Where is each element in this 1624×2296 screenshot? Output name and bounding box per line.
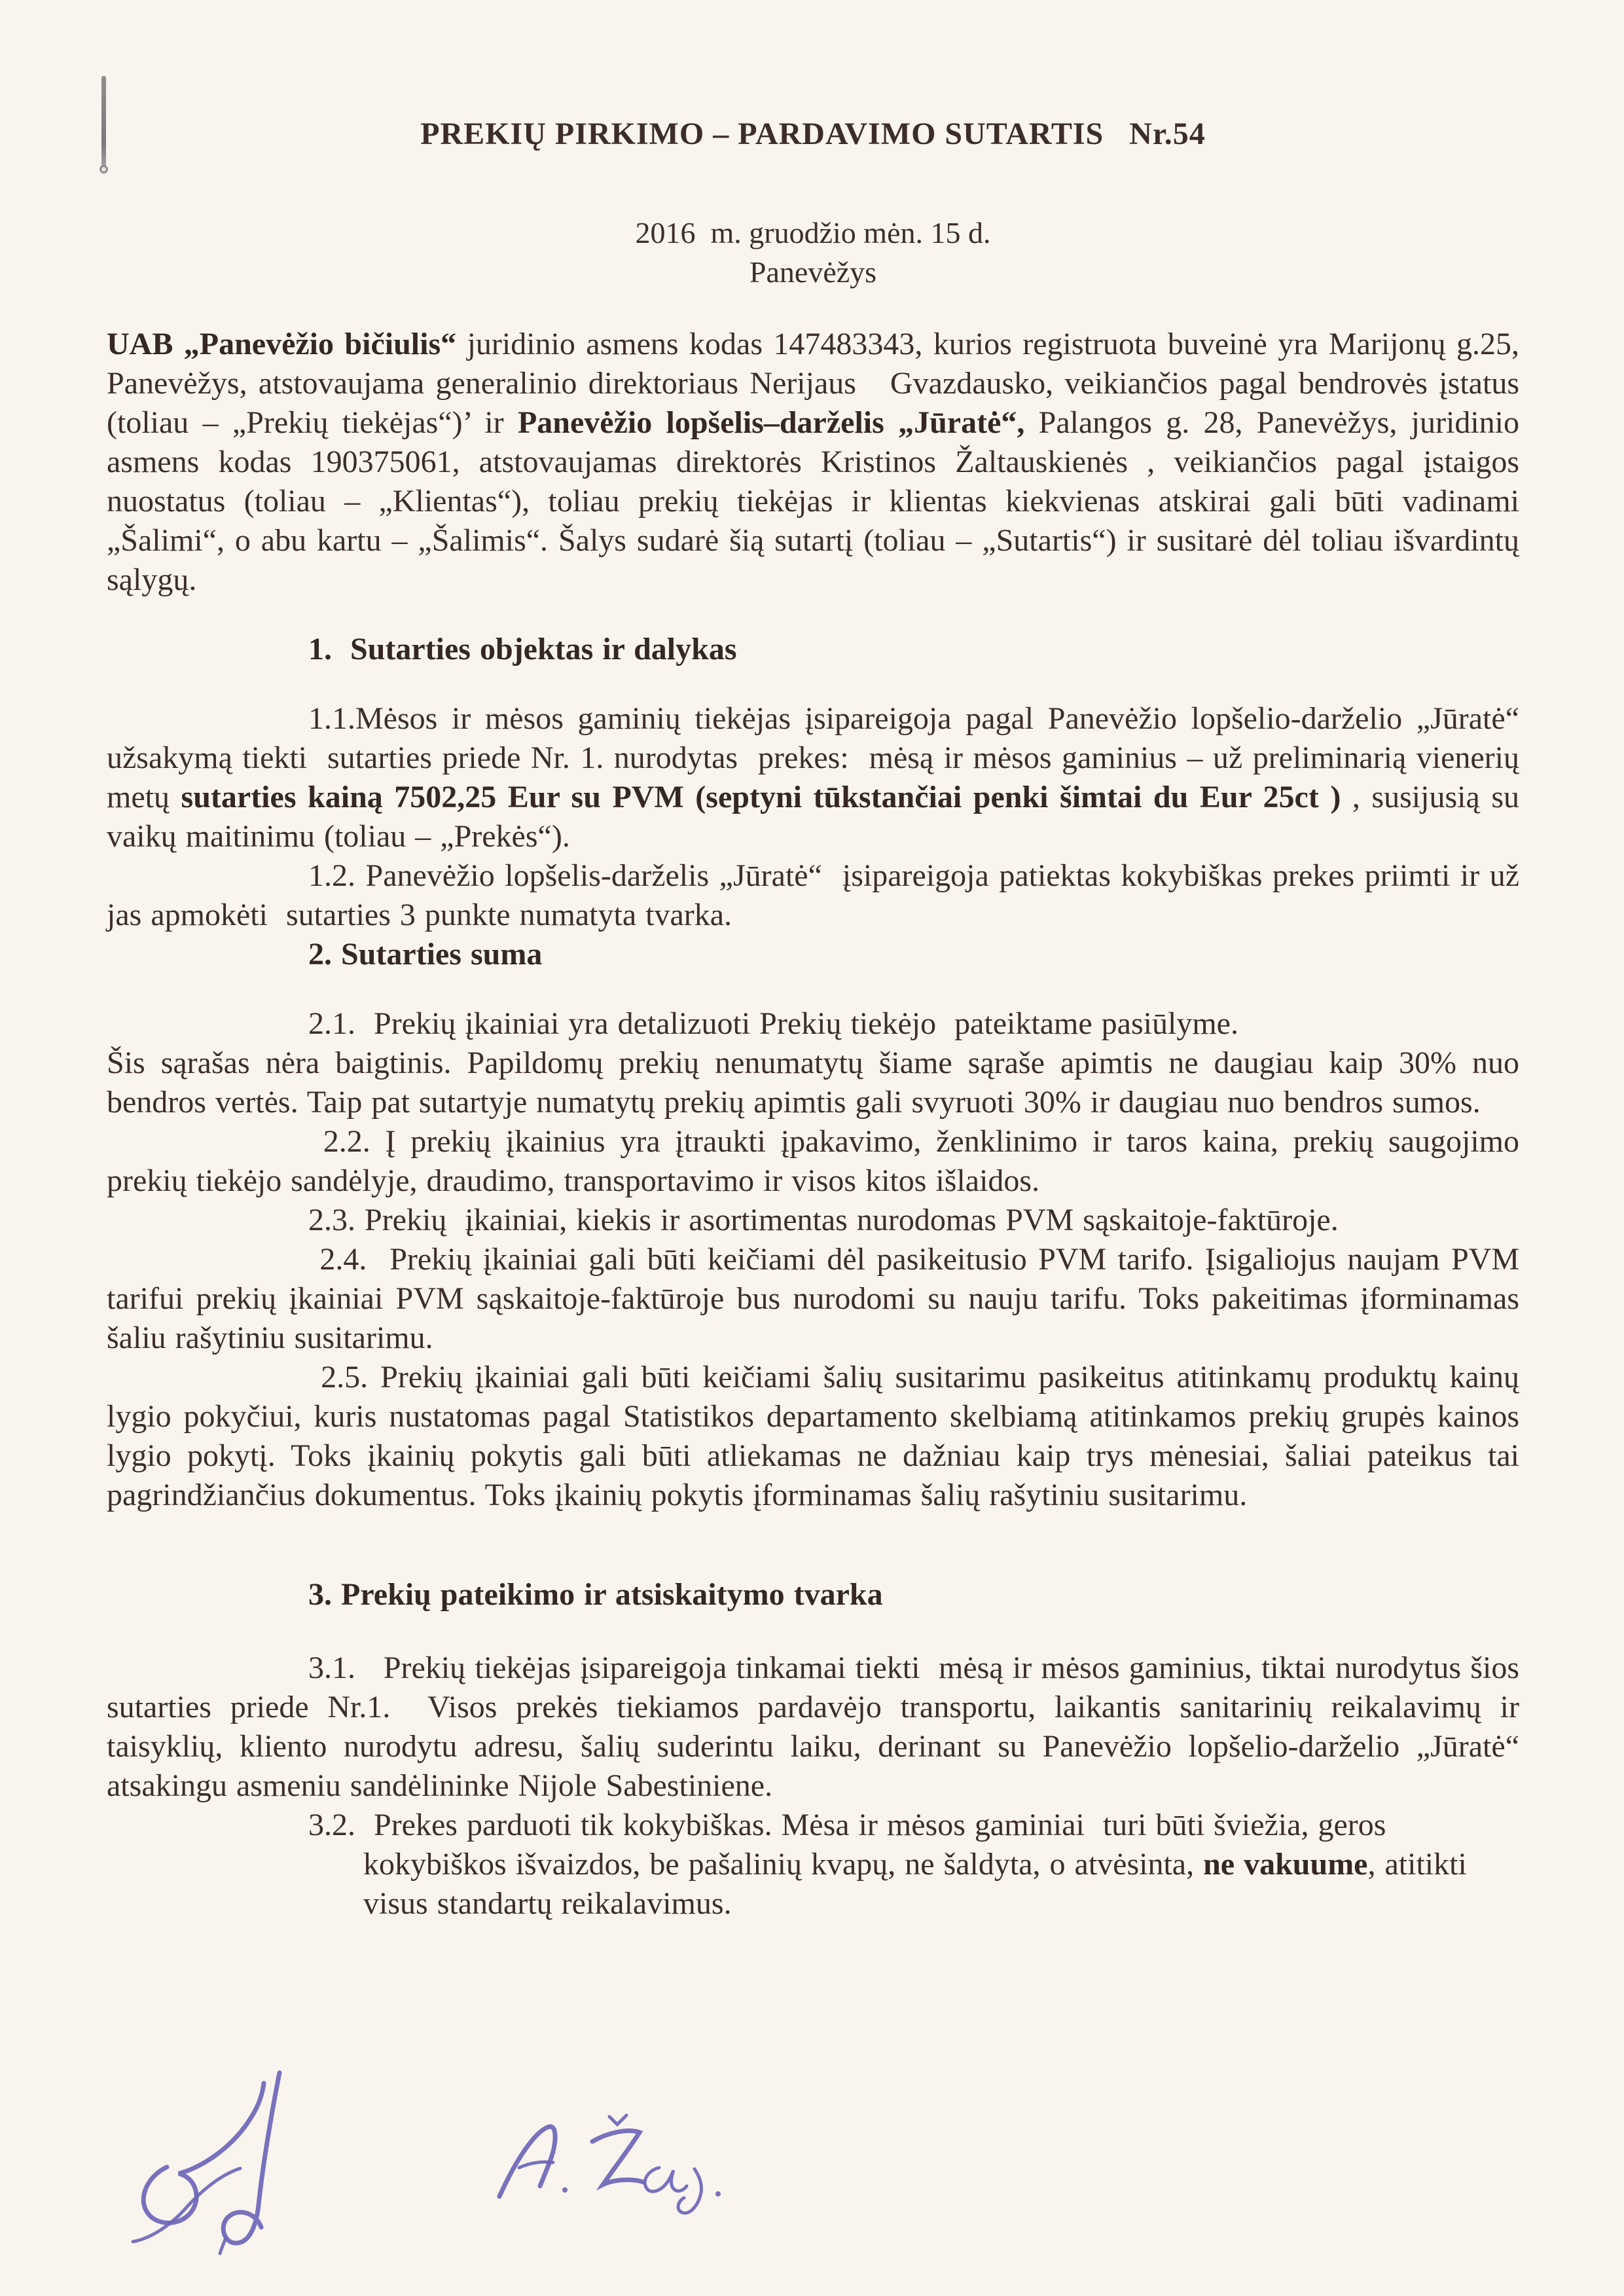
document-title: PREKIŲ PIRKIMO – PARDAVIMO SUTARTIS Nr.54 — [420, 117, 1206, 151]
bold-text-run: sutarties kainą 7502,25 Eur su PVM (septyni tūkstančiai penki šimtai du Eur 25ct ) — [181, 780, 1352, 814]
clause-1-1 — [107, 699, 1529, 856]
text-run: 2.4. Prekių įkainiai gali būti keičiami dėl pasikeitusio PVM tarifo. Įsigaliojus naujam PVM tarifui prekių įkainiai PVM sąskaitoje-faktūroje bus nurodomi su nauju tarifu. Toks pakeitimas įforminamas šaliu rašytiniu susitarimu. — [107, 1242, 1529, 1355]
clause-3-2 — [107, 1806, 1519, 1923]
scan-artifact-line — [101, 76, 106, 172]
text-run: 1.1.Mėsos ir mėsos gaminių tiekėjas įsipareigoja pagal Panevėžio lopšelio-darželio „Jūratė“ užsakymą tiekti sutarties priede Nr. 1. nurodytas prekes: mėsą ir mėsos gaminius – už preliminarią vienerių metų — [107, 701, 1528, 814]
section-1-heading — [107, 630, 1519, 669]
clause-2-1 — [107, 1004, 1519, 1044]
text-run: Šis sąrašas nėra baigtinis. Papildomų prekių nenumatytų šiame sąraše apimtis ne daugiau kaip 30% nuo bendros vertės. Taip pat sutartyje numatytų prekių apimtis gali svyruoti 30% ir daugiau nuo bendros sumos. — [107, 1046, 1528, 1120]
text-run: juridinio asmens kodas 147483343, kurios registruota buveinė yra Marijonų g.25, Panevėžys, atstovaujama generalinio direktoriaus Nerijaus Gvazdausko, veikiančios pagal bendrovės įstatus (toliau – „Prekių tiekėjas“)’ ir — [107, 327, 1528, 440]
bold-text-run: ne vakuume — [1203, 1847, 1368, 1882]
clause-2-5 — [107, 1358, 1528, 1515]
document-date: 2016 m. gruodžio mėn. 15 d. — [635, 216, 991, 249]
text-run: 3.2. Prekes parduoti tik kokybiškas. Mėsa ir mėsos gaminiai turi būti šviežia, geros kokybiškos išvaizdos, be pašalinių kvapų, ne šaldyta, o atvėsinta, — [308, 1808, 1396, 1882]
clause-2-4 — [107, 1240, 1529, 1358]
text-run: 2.3. Prekių įkainiai, kiekis ir asortimentas nurodomas PVM sąskaitoje-faktūroje. — [308, 1203, 1339, 1237]
text-run: Palangos g. 28, Panevėžys, juridinio asmens kodas 190375061, atstovaujamas direktorės Kristinos Žaltauskienės , veikiančios pagal įstaigos nuostatus (toliau – „Klientas“), toliau prekių tiekėjas ir klientas kiekvienas atskirai gali būti vadinami „Šalimi“, o abu kartu – „Šalimis“. Šalys sudarė šią sutartį (toliau – „Sutartis“) ir susitarė dėl toliau išvardintų sąlygų. — [107, 405, 1528, 597]
clause-1-2 — [107, 856, 1528, 935]
text-run: , atitikti visus standartų reikalavimus. — [363, 1847, 1476, 1921]
document-place: Panevėžys — [749, 255, 877, 289]
bold-text-run: 3. Prekių pateikimo ir atsiskaitymo tvarka — [308, 1577, 883, 1612]
section-2-heading — [107, 935, 1519, 974]
supplier-signature-icon — [128, 2069, 295, 2255]
clause-2-1-continuation — [107, 1044, 1528, 1122]
text-run: 3.1. Prekių tiekėjas įsipareigoja tinkamai tiekti mėsą ir mėsos gaminius, tiktai nurodytus šios sutarties priede Nr.1. Visos prekės tiekiamos pardavėjo transportu, laikantis sanitarinių reikalavimų ir taisyklių, kliento nurodytu adresu, šalių suderintu laiku, derinant su Panevėžio lopšelio-darželio „Jūratė“ atsakingu asmeniu sandėlininke Nijole Sabestiniene. — [107, 1650, 1547, 1803]
text-run: 2.1. Prekių įkainiai yra detalizuoti Prekių tiekėjo pateiktame pasiūlyme. — [308, 1006, 1238, 1041]
section-3-heading — [107, 1575, 1519, 1614]
client-signature-icon — [488, 2111, 746, 2226]
bold-text-run: 2. Sutarties suma — [308, 937, 543, 972]
clause-3-1 — [107, 1649, 1547, 1806]
text-run: 2.2. Į prekių įkainius yra įtraukti įpakavimo, ženklinimo ir taros kaina, prekių saugojimo prekių tiekėjo sandėlyje, draudimo, transportavimo ir visos kitos išlaidos. — [107, 1124, 1529, 1198]
text-run: , susijusią su vaikų maitinimu (toliau – „Prekės“). — [107, 780, 1529, 854]
text-run: 1.2. Panevėžio lopšelis-darželis „Jūratė“ įsipareigoja patiektas kokybiškas prekes priimti ir už jas apmokėti sutarties 3 punkte numatyta tvarka. — [107, 858, 1528, 932]
opening-paragraph — [107, 325, 1528, 600]
text-run: 2.5. Prekių įkainiai gali būti keičiami šalių susitarimu pasikeitus atitinkamų produktų kainų lygio pokyčiui, kuris nustatomas pagal Statistikos departamento skelbiamą atitinkamos prekių grupės kainos lygio pokytį. Toks įkainių pokytis gali būti atliekamas ne dažniau kaip trys mėnesiai, šaliai pateikus tai pagrindžiančius dokumentus. Toks įkainių pokytis įforminamas šalių rašytiniu susitarimu. — [107, 1360, 1528, 1512]
clause-2-3 — [107, 1201, 1519, 1240]
clause-2-2 — [107, 1122, 1529, 1201]
bold-text-run: Panevėžio lopšelis–darželis „Jūratė“, — [517, 405, 1025, 440]
bold-text-run: UAB „Panevėžio bičiulis“ — [107, 327, 467, 361]
bold-text-run: 1. Sutarties objektas ir dalykas — [308, 632, 737, 666]
document-body — [107, 325, 1547, 1923]
document-content — [107, 0, 1547, 1923]
